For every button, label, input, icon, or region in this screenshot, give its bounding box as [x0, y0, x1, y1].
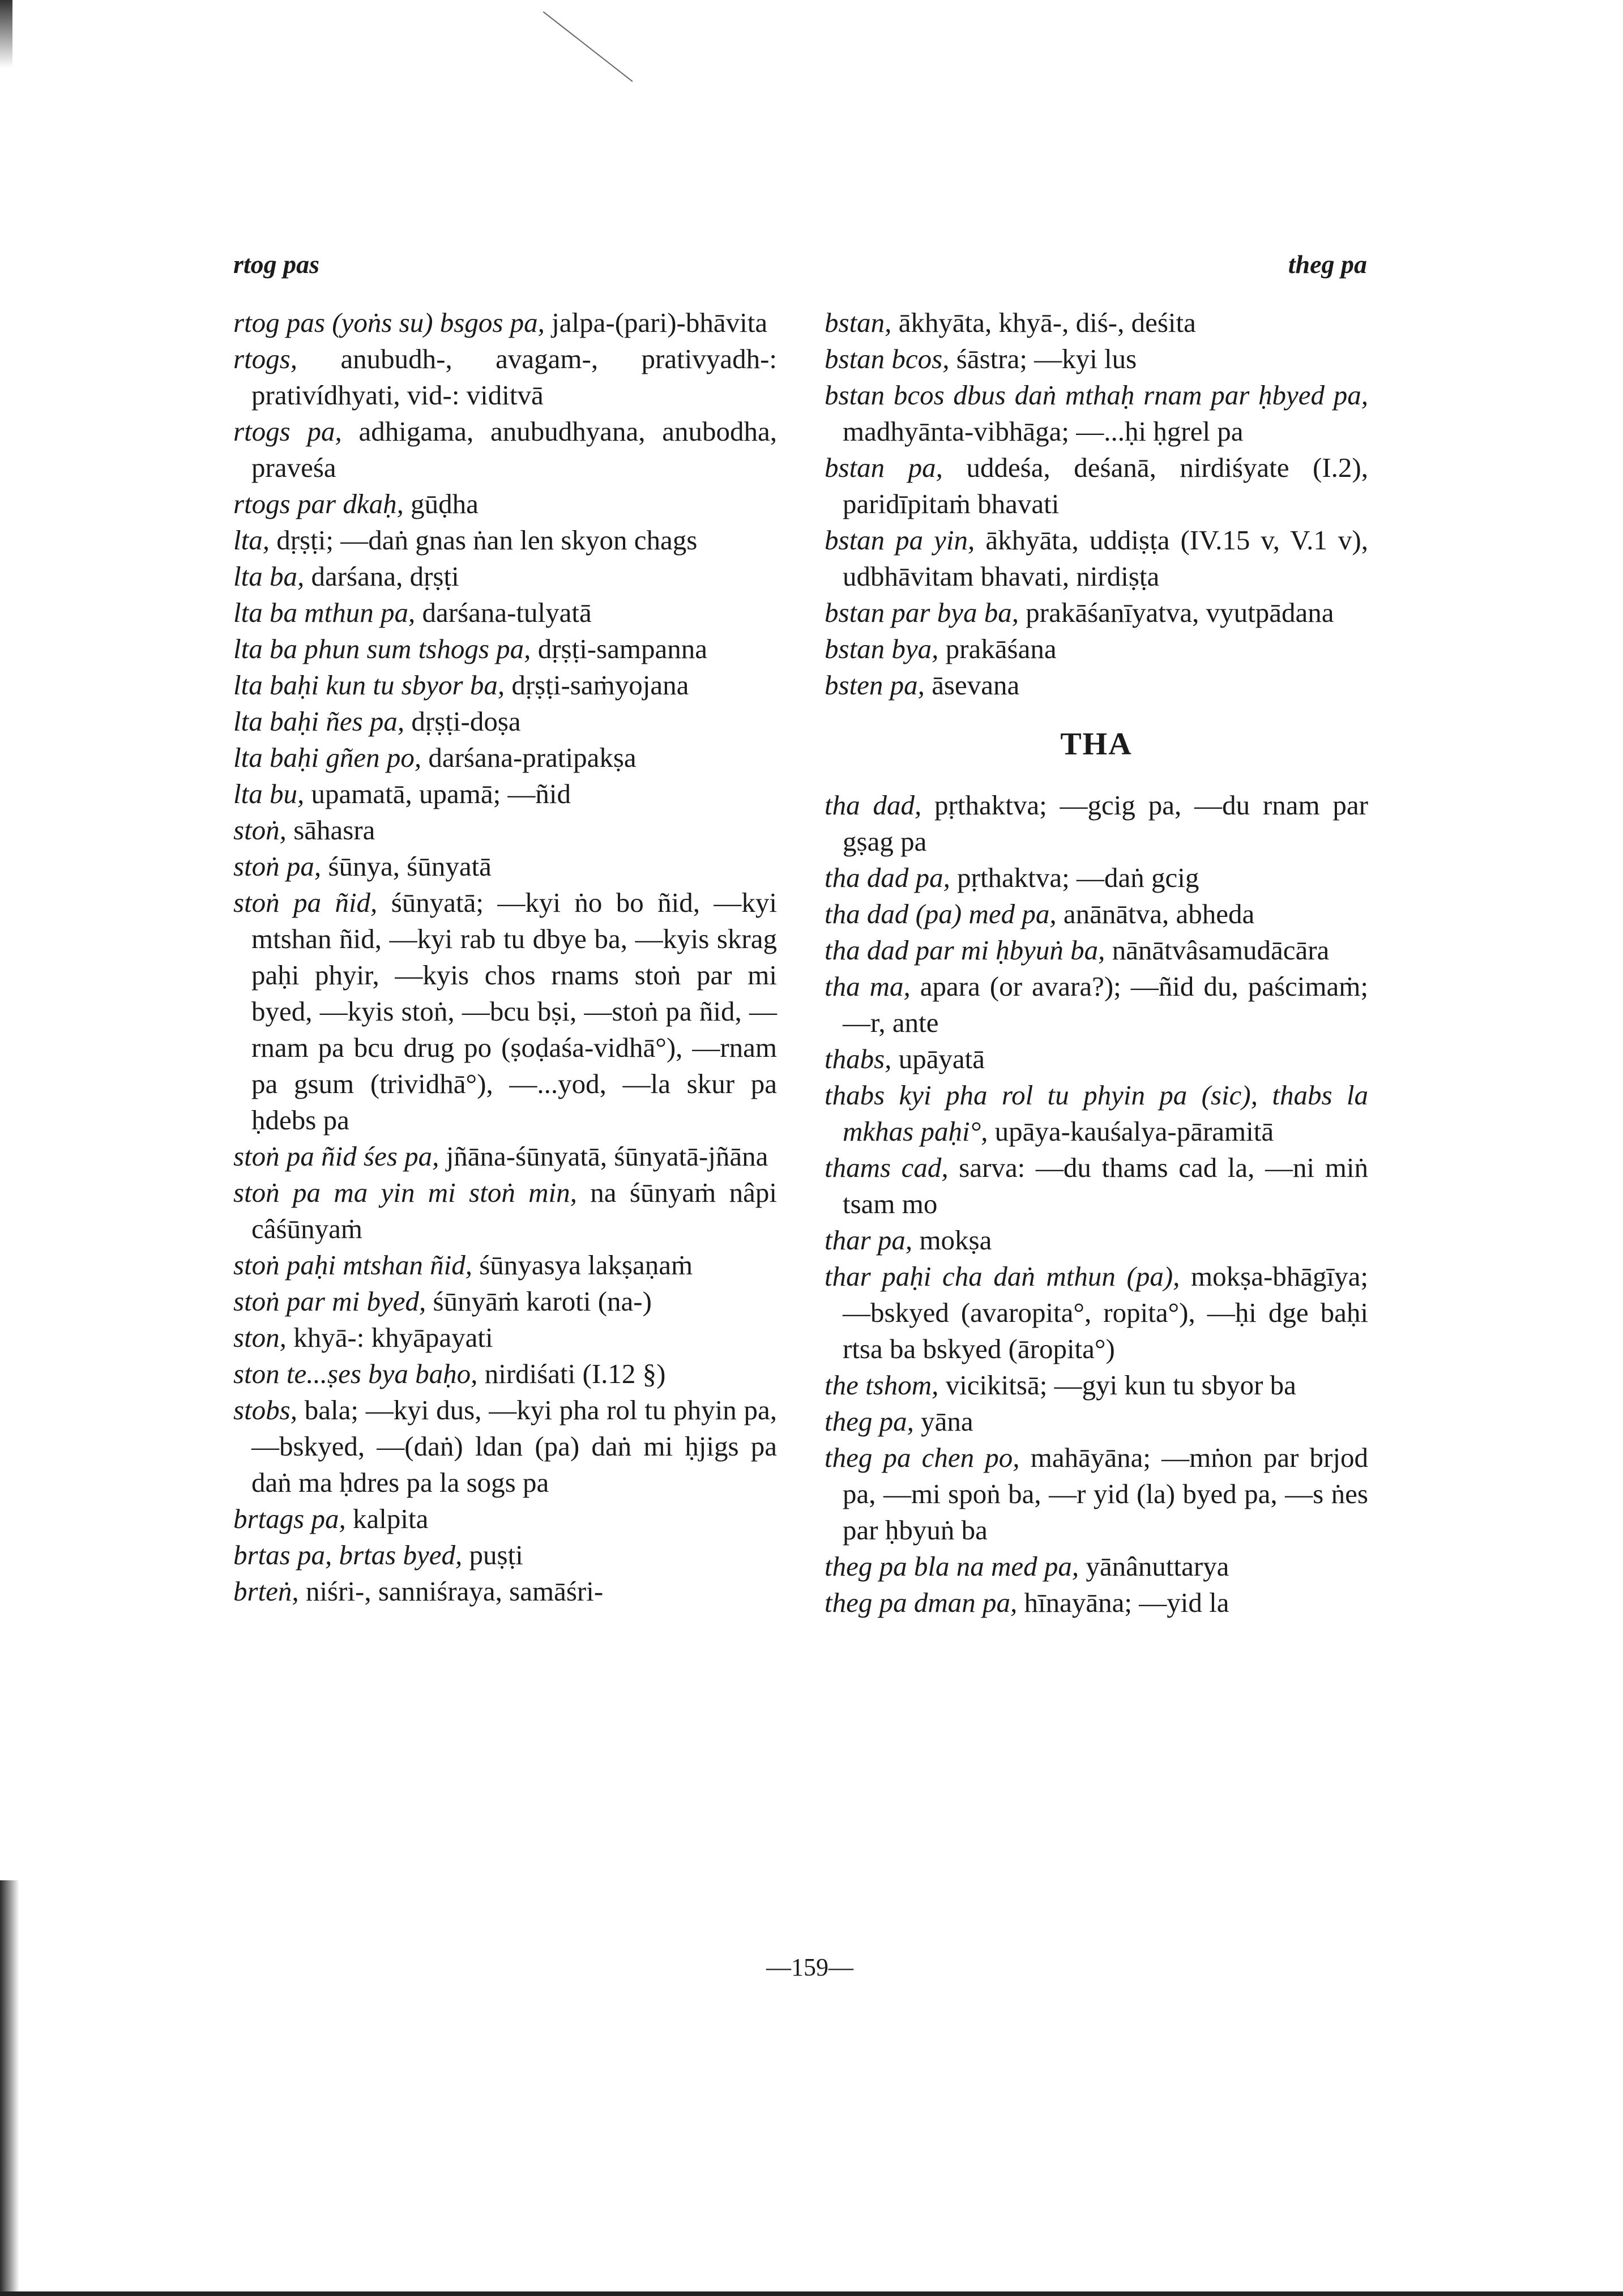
running-head-left: rtog pas	[233, 250, 320, 279]
right-column-bottom-entries	[825, 787, 1368, 1621]
entry-headword: stoṅ paḥi mtshan ñid,	[233, 1249, 472, 1281]
entry-headword: stoṅ pa ñid śes pa,	[233, 1141, 439, 1172]
dictionary-entry	[233, 667, 777, 703]
section-title: THA	[1060, 727, 1133, 762]
entry-headword: stoṅ par mi byed,	[233, 1286, 426, 1317]
dictionary-entry	[233, 1247, 777, 1283]
entry-definition: upāyatā	[891, 1043, 985, 1074]
dictionary-entry	[233, 631, 777, 667]
dictionary-entry	[825, 787, 1368, 860]
entry-headword: lta bu,	[233, 778, 305, 809]
entry-definition: puṣṭi	[462, 1539, 523, 1571]
entry-definition: upāya-kauśalya-pāramitā	[988, 1116, 1274, 1147]
dictionary-entry	[825, 595, 1368, 631]
dictionary-entry	[233, 486, 777, 522]
entry-headword: stoṅ pa ñid,	[233, 887, 378, 918]
dictionary-entry	[233, 1537, 777, 1573]
entry-definition: yānânuttarya	[1079, 1551, 1229, 1582]
dictionary-entry	[825, 522, 1368, 595]
entry-definition: pṛthaktva; —daṅ gcig	[950, 862, 1199, 893]
dictionary-entry	[233, 740, 777, 776]
dictionary-entry	[233, 1175, 777, 1247]
entry-headword: rtog pas (yoṅs su) bsgos pa,	[233, 307, 545, 338]
dictionary-entry	[233, 413, 777, 486]
entry-definition: upamatā, upamā; —ñid	[304, 778, 571, 809]
dictionary-entry	[825, 1403, 1368, 1440]
dictionary-entry	[825, 667, 1368, 703]
entry-headword: stoṅ pa ma yin mi stoṅ min,	[233, 1177, 577, 1208]
dictionary-entry	[233, 812, 777, 848]
dictionary-entry	[233, 1356, 777, 1392]
entry-definition: adhigama, anubudhyana, anubodha, praveśa	[251, 416, 777, 483]
entry-definition: pṛthaktva; —gcig pa, —du rnam par gṣag pa	[843, 789, 1368, 857]
entry-definition: bala; —kyi dus, —kyi pha rol tu phyin pa, —bskyed, —(daṅ) ldan (pa) daṅ mi ḥjigs pa daṅ ma ḥdres pa la sogs pa	[251, 1394, 777, 1498]
entry-headword: brtas pa, brtas byed,	[233, 1539, 463, 1571]
entry-definition: darśana, dṛṣṭi	[304, 561, 459, 592]
dictionary-entry	[233, 1138, 777, 1175]
entry-headword: theg pa dman pa,	[825, 1587, 1018, 1618]
entry-definition: mahāyāna; —mṅon par brjod pa, —mi spoṅ ba, —r yid (la) byed pa, —s ṅes par ḥbyuṅ ba	[843, 1442, 1368, 1546]
entry-definition: kalpita	[345, 1503, 429, 1534]
entry-headword: tha dad (pa) med pa,	[825, 898, 1057, 929]
page-number: —159—	[766, 1953, 853, 1981]
dictionary-entry	[825, 968, 1368, 1041]
entry-definition: niśri-, sanniśraya, samāśri-	[298, 1576, 604, 1607]
entry-definition: uddeśa, deśanā, nirdiśyate (I.2), paridīpitaṁ bhavati	[843, 452, 1368, 519]
dictionary-entry	[825, 1585, 1368, 1621]
right-column	[825, 305, 1368, 1621]
entry-definition: dṛṣṭi; —daṅ gnas ṅan len skyon chags	[269, 524, 698, 556]
entry-headword: bstan bcos,	[825, 343, 950, 374]
dictionary-entry	[233, 341, 777, 413]
entry-definition: ākhyāta, khyā-, diś-, deśita	[891, 307, 1196, 338]
entry-headword: lta ba phun sum tshogs pa,	[233, 633, 531, 664]
dictionary-entry	[233, 1573, 777, 1610]
entry-headword: rtogs par dkaḥ,	[233, 488, 404, 519]
entry-definition: ākhyāta, uddiṣṭa (IV.15 v, V.1 v), udbhāvitam bhavati, nirdiṣṭa	[843, 524, 1369, 592]
dictionary-entry	[825, 1041, 1368, 1077]
dictionary-entry	[233, 1283, 777, 1320]
entry-definition: śūnyāṁ karoti (na-)	[426, 1286, 652, 1317]
entry-headword: thar paḥi cha daṅ mthun (pa),	[825, 1261, 1180, 1292]
entry-definition: śūnya, śūnyatā	[321, 851, 492, 882]
entry-definition: jalpa-(pari)-bhāvita	[544, 307, 768, 338]
entry-definition: sāhasra	[286, 814, 375, 846]
dictionary-entry	[825, 377, 1368, 450]
entry-definition: yāna	[913, 1406, 973, 1437]
scan-shadow-bottom-edge	[0, 2291, 1623, 2296]
dictionary-entry	[825, 1367, 1368, 1403]
dictionary-entry	[825, 305, 1368, 341]
dictionary-entry	[233, 305, 777, 341]
entry-definition: nānātvâsamudācāra	[1105, 934, 1330, 966]
entry-definition: dṛṣṭi-sampanna	[531, 633, 708, 664]
right-column-top-entries	[825, 305, 1368, 703]
entry-headword: stoṅ pa,	[233, 851, 322, 882]
entry-headword: thams cad,	[825, 1152, 949, 1183]
dictionary-entry	[233, 776, 777, 812]
entry-headword: rtogs,	[233, 343, 298, 374]
dictionary-entry	[825, 341, 1368, 377]
dictionary-entry	[825, 932, 1368, 968]
entry-definition: nirdiśati (I.12 §)	[477, 1358, 666, 1389]
entry-headword: bstan par bya ba,	[825, 597, 1019, 628]
entry-definition: anubudh-, avagam-, prativyadh-: prativídhyati, vid-: viditvā	[251, 343, 777, 411]
entry-headword: bstan,	[825, 307, 892, 338]
entry-definition: anānātva, abheda	[1056, 898, 1255, 929]
entry-definition: madhyānta-vibhāga; —...ḥi ḥgrel pa	[843, 416, 1244, 447]
dictionary-entry	[825, 860, 1368, 896]
entry-headword: brteṅ,	[233, 1576, 299, 1607]
entry-headword: stobs,	[233, 1394, 298, 1426]
entry-headword: theg pa chen po,	[825, 1442, 1020, 1473]
dictionary-entry	[825, 450, 1368, 522]
dictionary-entry	[825, 1440, 1368, 1548]
entry-headword: bstan bya,	[825, 633, 939, 664]
dictionary-entry	[233, 1392, 777, 1501]
entry-headword: the tshom,	[825, 1369, 939, 1401]
entry-headword: lta,	[233, 524, 270, 556]
dictionary-entry	[825, 1150, 1368, 1222]
entry-headword: tha dad pa,	[825, 862, 950, 893]
dictionary-entry	[233, 558, 777, 595]
entry-headword: ston te...ṣes bya baḥo,	[233, 1358, 478, 1389]
entry-headword: lta baḥi ñes pa,	[233, 706, 405, 737]
dictionary-entry	[825, 896, 1368, 932]
left-column	[233, 305, 777, 1610]
entry-definition: mokṣa	[912, 1224, 992, 1256]
entry-definition: khyā-: khyāpayati	[286, 1322, 493, 1353]
scan-mark-line	[543, 11, 633, 82]
entry-headword: tha ma,	[825, 971, 911, 1002]
entry-headword: bstan bcos dbus daṅ mthaḥ rnam par ḥbyed pa,	[825, 379, 1368, 411]
entry-headword: theg pa,	[825, 1406, 914, 1437]
dictionary-entry	[233, 885, 777, 1138]
entry-definition: prakāśanīyatva, vyutpādana	[1019, 597, 1334, 628]
entry-headword: theg pa bla na med pa,	[825, 1551, 1079, 1582]
entry-definition: śāstra; —kyi lus	[949, 343, 1137, 374]
dictionary-entry	[825, 1077, 1368, 1150]
entry-headword: lta ba mthun pa,	[233, 597, 416, 628]
scan-shadow-top-left	[0, 0, 12, 68]
entry-headword: thabs,	[825, 1043, 892, 1074]
entry-headword: ston,	[233, 1322, 287, 1353]
entry-definition: śūnyasya lakṣaṇaṁ	[472, 1249, 693, 1281]
entry-definition: apara (or avara?); —ñid du, paścimaṁ; —r, ante	[843, 971, 1369, 1038]
dictionary-entry	[233, 1501, 777, 1537]
entry-headword: tha dad,	[825, 789, 922, 821]
entry-headword: rtogs pa,	[233, 416, 342, 447]
entry-headword: tha dad par mi ḥbyuṅ ba,	[825, 934, 1105, 966]
entry-definition: dṛṣṭi-doṣa	[404, 706, 521, 737]
entry-headword: thabs kyi pha rol tu phyin pa (sic), thabs la mkhas paḥi°,	[825, 1079, 1368, 1147]
dictionary-entry	[825, 1258, 1368, 1367]
entry-headword: stoṅ,	[233, 814, 287, 846]
entry-definition: darśana-pratipakṣa	[421, 742, 637, 773]
entry-headword: bsten pa,	[825, 669, 925, 701]
entry-definition: prakāśana	[938, 633, 1057, 664]
entry-headword: lta baḥi gñen po,	[233, 742, 422, 773]
entry-headword: lta ba,	[233, 561, 305, 592]
dictionary-entry	[825, 1548, 1368, 1585]
dictionary-entry	[233, 522, 777, 558]
entry-definition: hīnayāna; —yid la	[1017, 1587, 1229, 1618]
entry-headword: bstan pa,	[825, 452, 943, 483]
dictionary-entry	[233, 848, 777, 885]
entry-definition: darśana-tulyatā	[415, 597, 592, 628]
entry-definition: dṛṣṭi-saṁyojana	[505, 669, 689, 701]
running-head-right: theg pa	[1288, 250, 1367, 279]
dictionary-entry	[825, 631, 1368, 667]
dictionary-entry	[233, 703, 777, 740]
entry-definition: gūḍha	[403, 488, 479, 519]
entry-definition: śūnyatā; —kyi ṅo bo ñid, —kyi mtshan ñid, —kyi rab tu dbye ba, —kyis skrag paḥi phyir, —kyis chos rnams stoṅ par mi byed, —kyis stoṅ, —bcu bṣi, —stoṅ pa ñid, —rnam pa bcu drug po (ṣoḍaśa-vidhā°), —rnam pa gsum (trividhā°), —...yod, —la skur pa ḥdebs pa	[251, 887, 777, 1136]
entry-definition: āsevana	[924, 669, 1020, 701]
entry-definition: jñāna-śūnyatā, śūnyatā-jñāna	[439, 1141, 768, 1172]
entry-definition: vicikitsā; —gyi kun tu sbyor ba	[938, 1369, 1296, 1401]
entry-definition: mokṣa-bhāgīya; —bskyed (avaropita°, ropita°), —ḥi dge baḥi rtsa ba bskyed (āropita°)	[843, 1261, 1368, 1364]
entry-headword: lta baḥi kun tu sbyor ba,	[233, 669, 505, 701]
entry-headword: brtags pa,	[233, 1503, 346, 1534]
dictionary-entry	[825, 1222, 1368, 1258]
dictionary-entry	[233, 1320, 777, 1356]
entry-definition: sarva: —du thams cad la, —ni miṅ tsam mo	[843, 1152, 1368, 1219]
dictionary-entry	[233, 595, 777, 631]
entry-headword: thar pa,	[825, 1224, 913, 1256]
entry-headword: bstan pa yin,	[825, 524, 975, 556]
scan-shadow-left-edge	[0, 1880, 19, 2296]
entry-definition: na śūnyaṁ nâpi câśūnyaṁ	[251, 1177, 777, 1244]
